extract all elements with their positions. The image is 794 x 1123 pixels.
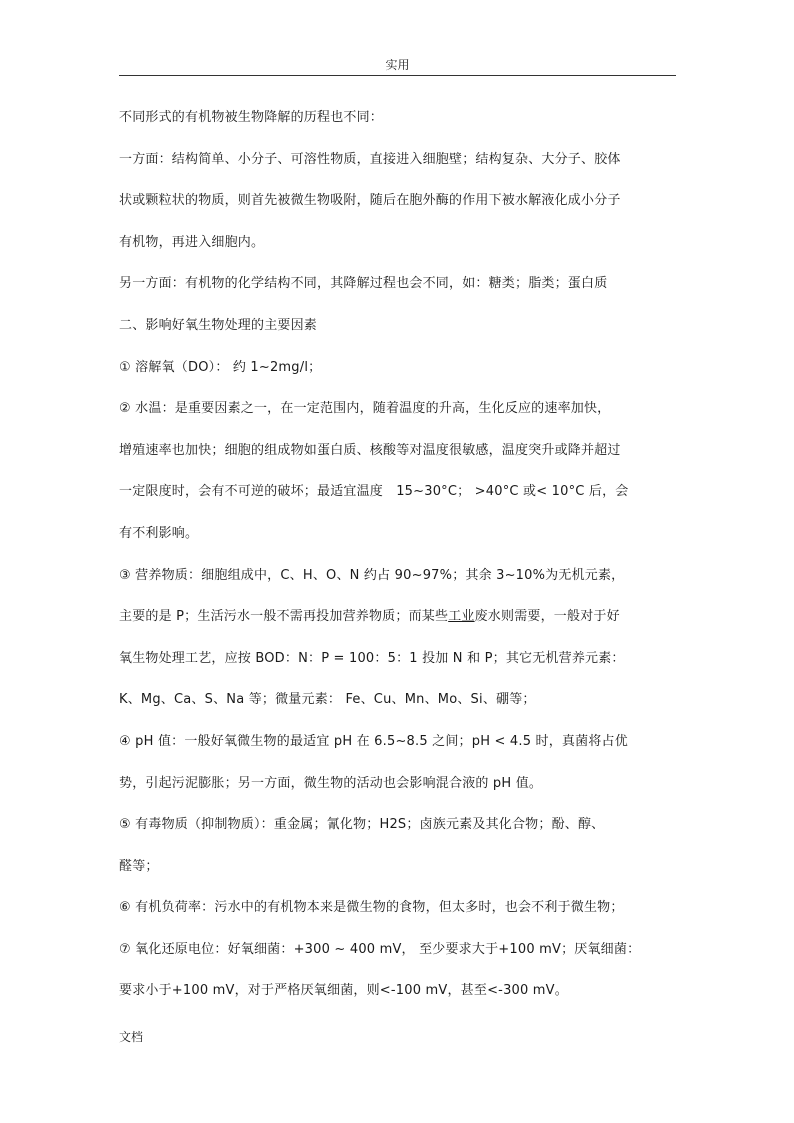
list-item-nutrients: ③ 营养物质：细胞组成中，C、H、O、N 约占 90~97%；其余 3~10%为无机元素， bbox=[119, 567, 625, 583]
list-item-toxic-substances: ⑤ 有毒物质（抑制物质）：重金属；氰化物；H2S；卤族元素及其化合物；酚、醇、 bbox=[119, 817, 605, 833]
footer-text: 文档 bbox=[119, 1030, 144, 1044]
text-segment: 主要的是 P；生活污水一般不需再投加营养物质；而某些 bbox=[119, 609, 449, 625]
text-line: 势，引起污泥膨胀；另一方面，微生物的活动也会影响混合液的 pH 值。 bbox=[119, 775, 543, 791]
text-line: 一定限度时，会有不可逆的破坏；最适宜温度 15~30°C； >40°C 或< 10°C 后，会 bbox=[119, 484, 629, 500]
list-item-redox-potential: ⑦ 氧化还原电位：好氧细菌：+300 ~ 400 mV， 至少要求大于+100 mV；厌氧细菌： bbox=[119, 941, 641, 957]
text-line: 有不利影响。 bbox=[119, 525, 199, 541]
page-header bbox=[119, 56, 676, 76]
text-line: 有机物，再进入细胞内。 bbox=[119, 234, 265, 250]
list-item-water-temperature: ② 水温：是重要因素之一，在一定范围内，随着温度的升高，生化反应的速率加快， bbox=[119, 401, 611, 417]
text-line: 氧生物处理工艺，应按 BOD：N：P = 100：5：1 投加 N 和 P；其它无机营养元素： bbox=[119, 650, 625, 666]
text-line: 增殖速率也加快；细胞的组成物如蛋白质、核酸等对温度很敏感，温度突升或降并超过 bbox=[119, 442, 621, 458]
text-line-underlined bbox=[119, 606, 689, 648]
text-line: 状或颗粒状的物质，则首先被微生物吸附，随后在胞外酶的作用下被水解液化成小分子 bbox=[119, 193, 621, 209]
page-footer bbox=[119, 1028, 143, 1046]
text-line: 另一方面：有机物的化学结构不同，其降解过程也会不同，如：糖类；脂类；蛋白质 bbox=[119, 276, 608, 292]
document-body bbox=[119, 107, 689, 1022]
list-item-organic-load: ⑥ 有机负荷率：污水中的有机物本来是微生物的食物，但太多时，也会不利于微生物； bbox=[119, 900, 624, 916]
underlined-text: 工业 bbox=[448, 609, 475, 625]
text-line: 不同形式的有机物被生物降解的历程也不同： bbox=[119, 110, 384, 125]
list-item-ph: ④ pH 值：一般好氧微生物的最适宜 pH 在 6.5~8.5 之间；pH < 4.5 时，真菌将占优 bbox=[119, 733, 628, 749]
section-heading: 二、影响好氧生物处理的主要因素 bbox=[119, 317, 318, 333]
text-line: 要求小于+100 mV，对于严格厌氧细菌，则<-100 mV，甚至<-300 mV。 bbox=[119, 983, 568, 999]
text-line: K、Mg、Ca、S、Na 等；微量元素： Fe、Cu、Mn、Mo、Si、硼等； bbox=[119, 692, 536, 708]
list-item-dissolved-oxygen: ① 溶解氧（DO）： 约 1~2mg/l； bbox=[119, 359, 322, 375]
header-title: 实用 bbox=[385, 58, 410, 72]
text-line: 醛等； bbox=[119, 858, 159, 874]
text-line: 一方面：结构简单、小分子、可溶性物质，直接进入细胞壁；结构复杂、大分子、胶体 bbox=[119, 151, 621, 167]
text-segment: 废水则需要，一般对于好 bbox=[474, 609, 620, 625]
